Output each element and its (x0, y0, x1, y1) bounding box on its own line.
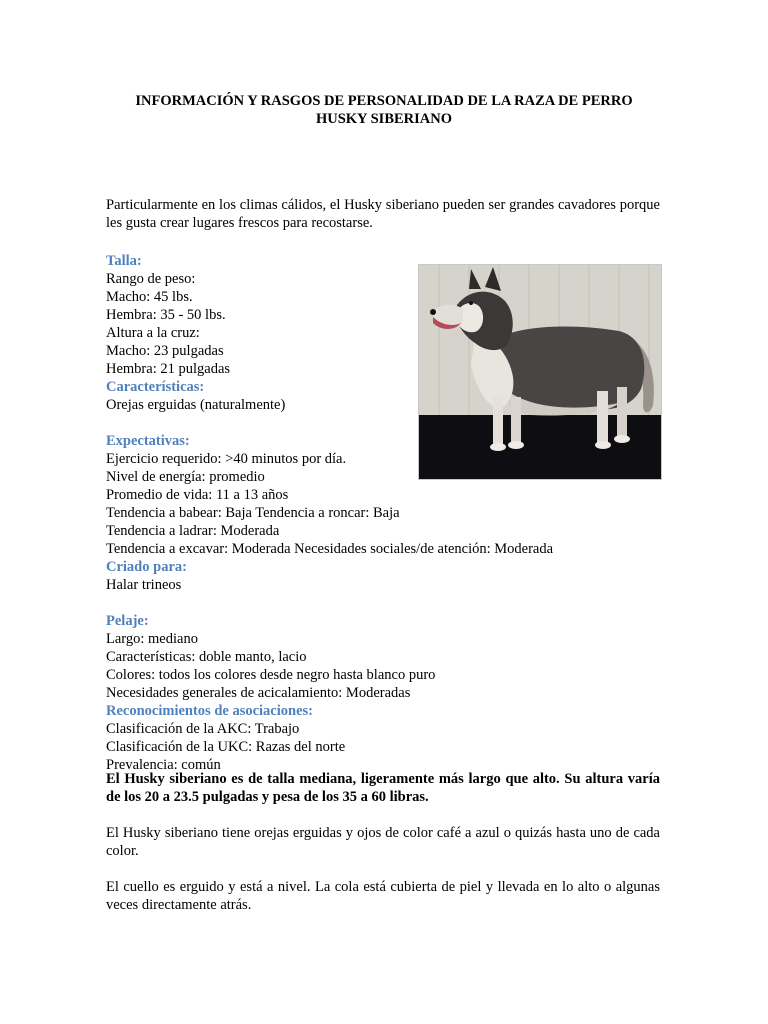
heading-caracteristicas: Características: (106, 379, 205, 395)
heading-talla: Talla: (106, 253, 142, 269)
expectativas-line: Tendencia a excavar: Moderada Necesidades sociales/de atención: Moderada (106, 541, 554, 557)
title-line-1: INFORMACIÓN Y RASGOS DE PERSONALIDAD DE LA RAZA DE PERRO (135, 93, 633, 109)
talla-line: Macho: 45 lbs. (106, 289, 193, 305)
expectativas-line: Ejercicio requerido: >40 minutos por día. (106, 451, 347, 467)
eyes-paragraph: El Husky siberiano tiene orejas erguidas y ojos de color café a azul o quizás hasta uno de cada color. (106, 825, 660, 859)
summary-bold-paragraph: El Husky siberiano es de talla mediana, ligeramente más largo que alto. Su altura varía de los 20 a 23.5 pulgadas y pesa de los 35 a 60 libras. (106, 771, 660, 805)
reconocimientos-line: Prevalencia: común (106, 757, 221, 773)
intro-paragraph: Particularmente en los climas cálidos, el Husky siberiano pueden ser grandes cavadores porque les gusta crear lugares frescos para recostarse. (106, 197, 660, 231)
pelaje-line: Largo: mediano (106, 631, 198, 647)
reconocimientos-line: Clasificación de la UKC: Razas del norte (106, 739, 346, 755)
pelaje-line: Colores: todos los colores desde negro hasta blanco puro (106, 667, 436, 683)
title-line-2: HUSKY SIBERIANO (315, 111, 453, 127)
expectativas-line: Nivel de energía: promedio (106, 469, 265, 485)
talla-line: Hembra: 21 pulgadas (106, 361, 231, 377)
heading-criado-para: Criado para: (106, 559, 187, 575)
husky-illustration (419, 265, 661, 479)
talla-line: Rango de peso: (106, 271, 196, 287)
talla-line: Hembra: 35 - 50 lbs. (106, 307, 226, 323)
expectativas-line: Tendencia a ladrar: Moderada (106, 523, 280, 539)
talla-line: Altura a la cruz: (106, 325, 200, 341)
heading-reconocimientos: Reconocimientos de asociaciones: (106, 703, 313, 719)
neck-tail-paragraph: El cuello es erguido y está a nivel. La cola está cubierta de piel y llevada en lo alto o algunas veces directamente atrás. (106, 879, 660, 913)
talla-line: Macho: 23 pulgadas (106, 343, 224, 359)
criado-line: Halar trineos (106, 577, 182, 593)
siberian-husky-photo (418, 264, 662, 480)
heading-expectativas: Expectativas: (106, 433, 190, 449)
pelaje-line: Características: doble manto, lacio (106, 649, 307, 665)
expectativas-line: Tendencia a babear: Baja Tendencia a roncar: Baja (106, 505, 400, 521)
caracteristicas-line: Orejas erguidas (naturalmente) (106, 397, 286, 413)
document-title (106, 92, 662, 128)
reconocimientos-line: Clasificación de la AKC: Trabajo (106, 721, 300, 737)
pelaje-line: Necesidades generales de acicalamiento: Moderadas (106, 685, 411, 701)
expectativas-line: Promedio de vida: 11 a 13 años (106, 487, 289, 503)
spacer (106, 594, 666, 612)
heading-pelaje: Pelaje: (106, 613, 149, 629)
